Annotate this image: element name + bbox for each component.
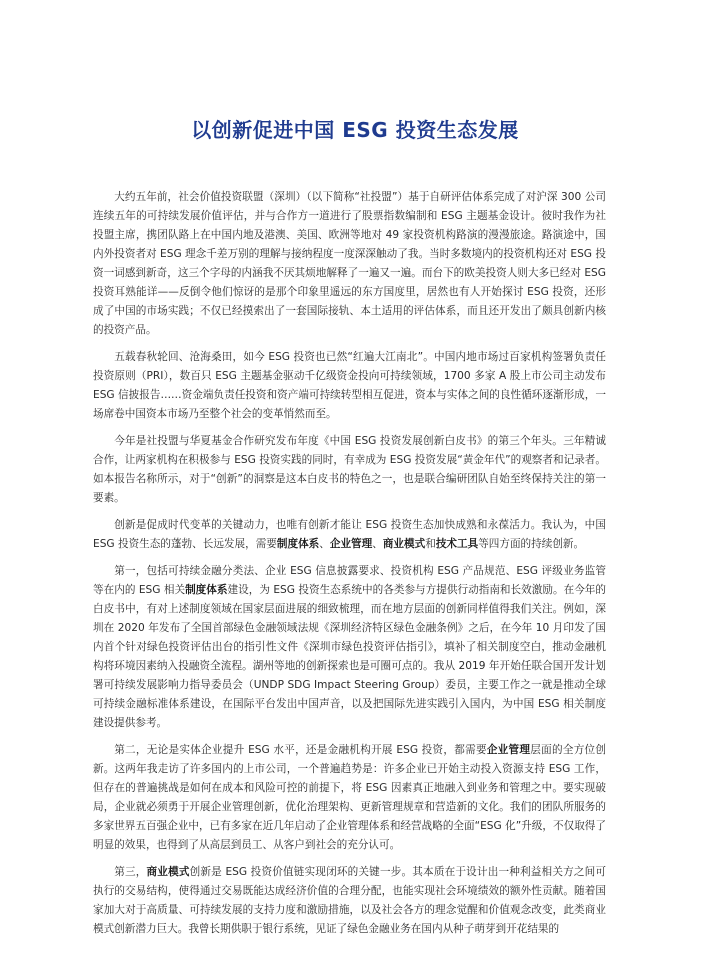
text-run: 层面的全方位创新。这两年我走访了许多国内的上市公司，一个普遍趋势是：许多企业已开始主动投入资源支持 ESG 工作，但存在的普遍挑战是如何在成本和风险可控的前提下，将 ESG 因素真正地融入到业务和管理之中。要实现破局，企业就必须勇于开展企业管理创新，优化治理架构、更新管理规章和营造新的文化。我们的团队所服务的多家世界五百强企业中，已有多家在近几年启动了企业管理体系和经营战略的全面“ESG 化”升级，不仅取得了明显的效果，也得到了从高层到员工、从客户到社会的充分认可。 — [93, 744, 607, 851]
text-run: 、 — [319, 538, 330, 550]
text-run: 建设，为 ESG 投资生态系统中的各类参与方提供行动指南和长效激励。在今年的白皮书中，有对上述制度领域在国家层面进展的细致梳理，而在地方层面的创新同样值得我们关注。例如，深圳在 2020 年发布了全国首部绿色金融领域法规《深圳经济特区绿色金融条例》之后，在今年 10 月印发了国内首个针对绿色投资评估出台的指引性文件《深圳市绿色投资评估指引》，填补了相关制度空白，推动金融机构将环境因素纳入投融资全流程。湖州等地的创新探索也是可圈可点的。我从 2019 年开始任联合国开发计划署可持续发展影响力指导委员会（UNDP SDG Impact Steering Group）委员，主要工作之一就是推动全球可持续金融标准体系建设，在国际平台发出中国声音，以及把国际先进实践引入国内，为中国 ESG 相关制度建设提供参考。 — [93, 584, 607, 729]
paragraph — [93, 348, 606, 424]
text-run: 第二，无论是实体企业提升 ESG 水平，还是金融机构开展 ESG 投资，都需要 — [114, 744, 487, 756]
paragraph — [93, 516, 606, 554]
text-run: 五载春秋轮回、沧海桑田，如今 ESG 投资也已然“红遍大江南北”。中国内地市场过百家机构签署负责任投资原则（PRI），数百只 ESG 主题基金驱动千亿级资金投向可持续领域，1700 多家 A 股上市公司主动发布 ESG 信披报告……资金端负责任投资和资产端可持续转型相互促进，资本与实体之间的良性循环逐渐形成，一场席卷中国资本市场乃至整个社会的变革悄然而至。 — [93, 351, 606, 420]
paragraph — [93, 562, 606, 733]
text-run: 、 — [372, 538, 383, 550]
bold-keyword: 企业管理 — [486, 744, 531, 756]
bold-keyword: 制度体系 — [276, 538, 320, 550]
text-run: 创新是促成时代变革的关键动力，也唯有创新才能让 ESG 投资生态加快成熟和永葆活力。我认为，中国 ESG 投资生态的蓬勃、长远发展，需要 — [93, 519, 606, 550]
paragraph — [93, 432, 606, 508]
text-run: 今年是社投盟与华夏基金合作研究发布年度《中国 ESG 投资发展创新白皮书》的第三个年头。三年精诚合作，让两家机构在积极参与 ESG 投资实践的同时，有幸成为 ESG 投资发展“黄金年代”的观察者和记录者。如本报告名称所示，对于“创新”的洞察是这本白皮书的特色之一，也是联合编研团队自始至终保持关注的第一要素。 — [93, 435, 606, 504]
paragraph — [93, 188, 606, 340]
text-run: 和 — [425, 538, 436, 550]
document-body — [93, 188, 606, 947]
paragraph — [93, 741, 606, 855]
bold-keyword: 制度体系 — [185, 584, 228, 596]
text-run: 等四方面的持续创新。 — [478, 538, 585, 550]
text-run: 大约五年前，社会价值投资联盟（深圳）（以下简称“社投盟”）基于自研评估体系完成了对沪深 300 公司连续五年的可持续发展价值评估，并与合作方一道进行了股票指数编制和 ESG 主题基金设计。彼时我作为社投盟主席，携团队路上在中国内地及港澳、美国、欧洲等地对 49 家投资机构路演的漫漫旅途。路演途中，国内外投资者对 ESG 理念千差万别的理解与接纳程度一度深深触动了我。当时多数境内的投资机构还对 ESG 投资一词感到新奇，这三个字母的内涵我不厌其烦地解释了一遍又一遍。而台下的欧美投资人则大多已经对 ESG 投资耳熟能详——反倒令他们惊讶的是那个印象里遥远的东方国度里，居然也有人开始探讨 ESG 投资，还形成了中国的市场实践；不仅已经摸索出了一套国际接轨、本土适用的评估体系，而且还开发出了颇具创新内核的投资产品。 — [93, 191, 606, 336]
bold-keyword: 企业管理 — [329, 538, 373, 550]
text-run: 第三， — [114, 866, 147, 878]
bold-keyword: 技术工具 — [435, 538, 479, 550]
text-run: 第一，包括可持续金融分类法、企业 ESG 信息披露要求、投资机构 ESG 产品规范、ESG 评级业务监管等在内的 ESG 相关 — [93, 565, 606, 596]
paragraph — [93, 863, 606, 939]
document-title: 以创新促进中国 ESG 投资生态发展 — [191, 118, 519, 142]
bold-keyword: 商业模式 — [382, 538, 426, 550]
bold-keyword: 商业模式 — [146, 866, 190, 878]
text-run: 创新是 ESG 投资价值链实现闭环的关键一步。其本质在于设计出一种利益相关方之间可执行的交易结构，使得通过交易既能达成经济价值的合理分配，也能实现社会环境绩效的额外性贡献。随着国家加大对于高质量、可持续发展的支持力度和激励措施，以及社会各方的理念觉醒和价值观念改变，此类商业模式创新潜力巨大。我曾长期供职于银行系统，见证了绿色金融业务在国内从种子萌芽到开花结果的 — [93, 866, 607, 935]
